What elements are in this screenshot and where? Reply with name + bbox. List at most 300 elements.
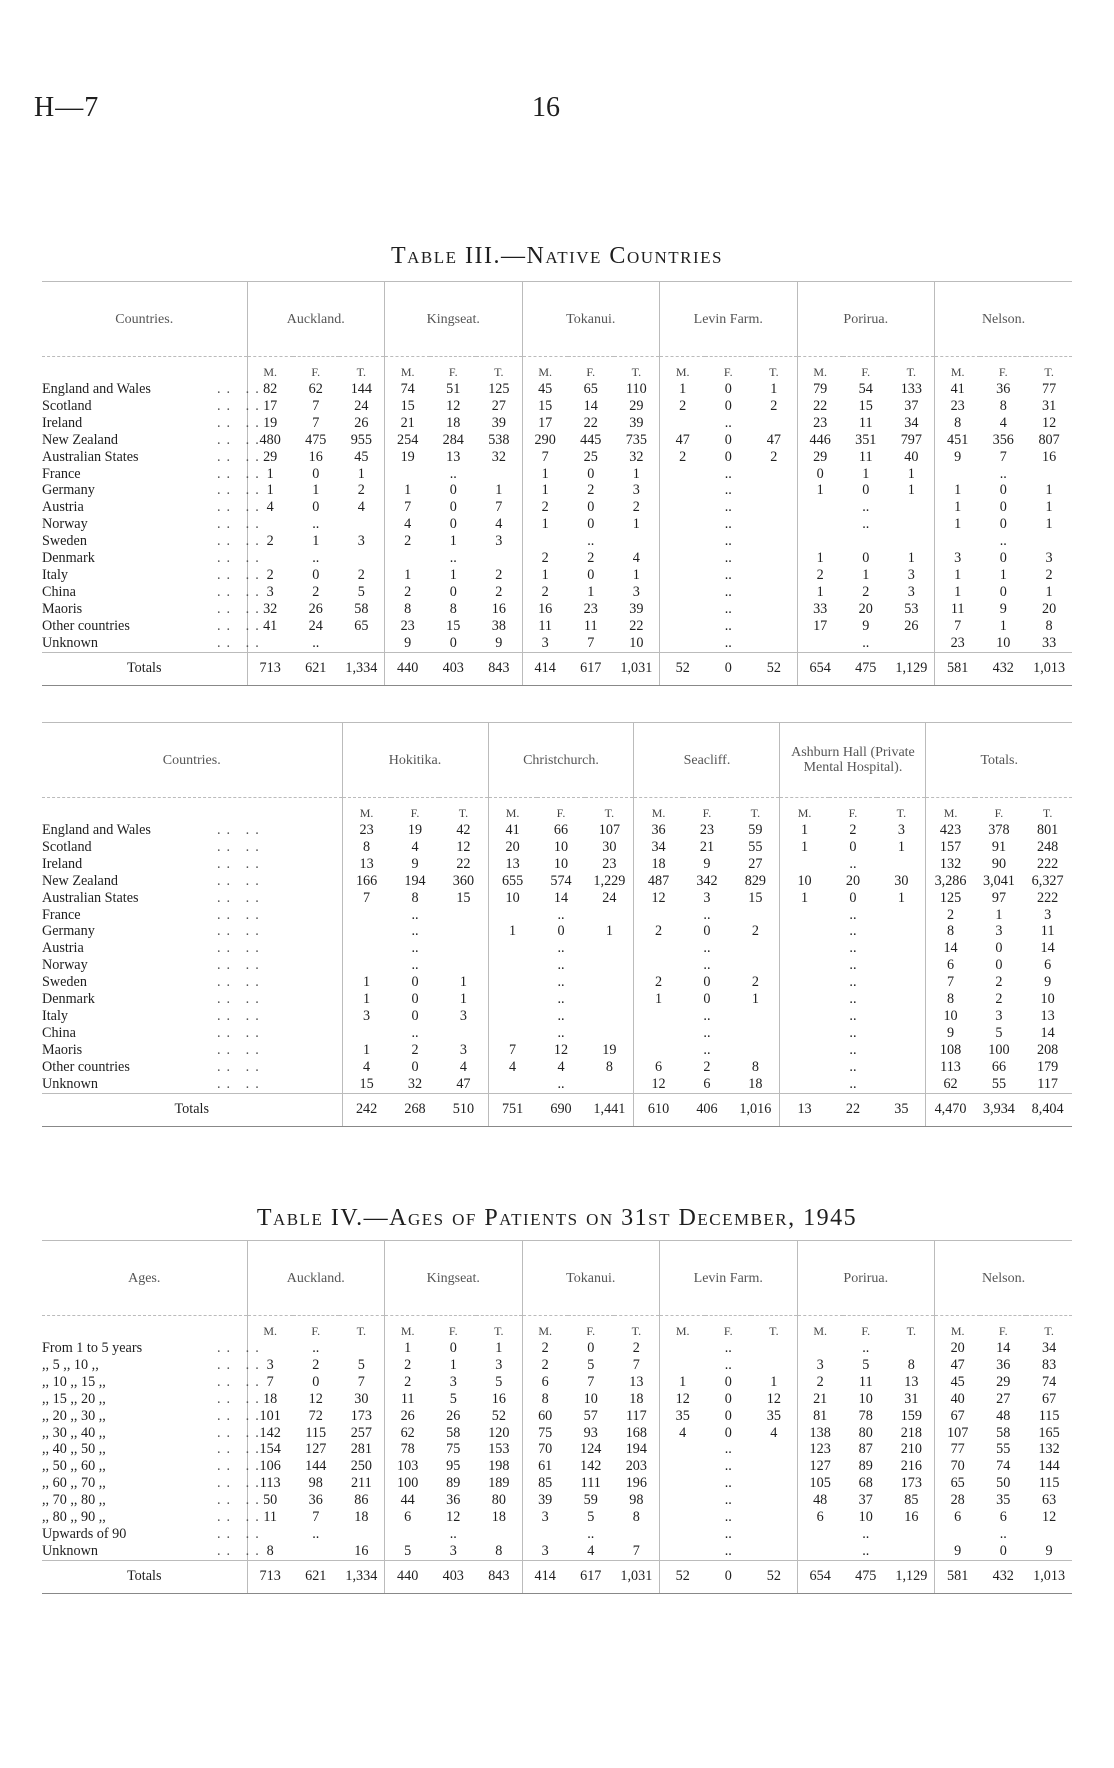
row-label (42, 1373, 265, 1391)
cell-value (342, 907, 391, 924)
cell-value: 25 (583, 448, 598, 465)
column-group-levin-farm: Levin Farm. (660, 282, 797, 357)
cell-value (488, 991, 537, 1008)
row-label (42, 465, 265, 483)
row-label-text: Germany (42, 482, 95, 499)
cell-value: 1 (522, 466, 568, 483)
cell-value: 58 (354, 600, 369, 617)
subheader-f: F. (448, 1324, 458, 1339)
cell-value: .. (849, 906, 857, 923)
cell-value: 5 (862, 1356, 870, 1373)
cell-value: 100 (385, 1475, 431, 1492)
cell-value: 18 (446, 414, 461, 431)
cell-value: 7 (632, 1356, 640, 1373)
cell-value: 39 (522, 1492, 568, 1509)
cell-value: 67 (1042, 1390, 1057, 1407)
subheader-m: M. (522, 1316, 568, 1341)
cell-value: 1 (907, 465, 915, 482)
cell-value: 132 (1038, 1441, 1060, 1458)
cell-value: 6 (385, 1509, 431, 1526)
page-header (0, 92, 1114, 132)
cell-value: 24 (602, 889, 617, 906)
cell-value (797, 1543, 843, 1560)
table-row (42, 907, 1072, 924)
cell-value: 41 (488, 822, 537, 839)
cell-value: 55 (748, 838, 763, 855)
cell-value: 39 (491, 414, 506, 431)
cell-value (731, 907, 780, 924)
cell-value: .. (849, 1024, 857, 1041)
cell-value: 7 (342, 890, 391, 907)
cell-value (660, 584, 706, 601)
cell-value: 36 (308, 1492, 323, 1509)
cell-value: 5 (385, 1543, 431, 1560)
cell-value: 1 (449, 566, 457, 583)
cell-value: 250 (350, 1458, 372, 1475)
cell-value: .. (724, 499, 732, 516)
column-group-seacliff: Seacliff. (634, 723, 780, 798)
cell-value: 9 (935, 1543, 981, 1560)
column-group-nelson: Nelson. (935, 282, 1073, 357)
cell-value: 621 (293, 652, 339, 685)
cell-value: 117 (625, 1407, 647, 1424)
cell-value: 36 (996, 381, 1011, 397)
cell-value (634, 1025, 683, 1042)
cell-value: 16 (308, 448, 323, 465)
subheader-f: F. (723, 1324, 733, 1339)
cell-value: .. (557, 991, 565, 1008)
column-group-porirua: Porirua. (797, 1241, 935, 1316)
cell-value: 617 (568, 1560, 614, 1593)
table-row (42, 550, 1072, 567)
cell-value: 45 (354, 448, 369, 465)
cell-value: 19 (247, 415, 293, 432)
cell-value (660, 1357, 706, 1374)
cell-value: 9 (495, 634, 503, 651)
cell-value: 1 (897, 889, 905, 906)
cell-value: 1 (999, 566, 1007, 583)
row-label-text: Italy (42, 566, 68, 583)
table-row (42, 618, 1072, 635)
cell-value: 2 (770, 397, 778, 414)
cell-value: 440 (385, 652, 431, 685)
cell-value: 10 (780, 873, 829, 890)
leader-dots: .. .. (217, 889, 265, 906)
cell-value (660, 567, 706, 584)
cell-value: .. (999, 533, 1007, 550)
subheader-row (42, 1316, 1072, 1341)
cell-value: 24 (354, 397, 369, 414)
cell-value: 52 (491, 1407, 506, 1424)
cell-value: 1 (935, 482, 981, 499)
cell-value: 105 (797, 1475, 843, 1492)
cell-value: .. (724, 1458, 732, 1475)
cell-value: 11 (858, 414, 873, 431)
cell-value: 8 (935, 415, 981, 432)
cell-value: 8 (926, 923, 975, 940)
cell-value: 3 (935, 550, 981, 567)
cell-value: 2 (587, 550, 595, 567)
cell-value: 2 (385, 1374, 431, 1391)
cell-value: 0 (724, 397, 732, 414)
cell-value: 7 (312, 414, 320, 431)
cell-value: 2 (357, 566, 365, 583)
row-label (42, 1458, 265, 1475)
cell-value: 242 (342, 1093, 391, 1126)
cell-value (385, 550, 431, 567)
row-label-text: Denmark (42, 550, 95, 567)
cell-value: 7 (312, 397, 320, 414)
cell-value: 125 (926, 890, 975, 907)
cell-value: 138 (797, 1425, 843, 1442)
cell-value: 144 (350, 381, 372, 397)
cell-value: 3 (897, 822, 905, 838)
cell-value (797, 533, 843, 550)
cell-value: 6 (999, 1509, 1007, 1526)
row-label-text: New Zealand (42, 872, 119, 889)
cell-value (585, 907, 634, 924)
cell-value: 203 (625, 1458, 647, 1475)
cell-value: 22 (456, 855, 471, 872)
row-label (42, 431, 265, 449)
cell-value: 7 (357, 1373, 365, 1390)
cell-value: 30 (894, 872, 909, 889)
cell-value: 0 (724, 1424, 732, 1441)
cell-value (439, 957, 488, 974)
cell-value: 617 (568, 652, 614, 685)
column-group-nelson: Nelson. (935, 1241, 1073, 1316)
subheader-m: M. (385, 357, 431, 382)
cell-value: 7 (312, 1509, 320, 1526)
cell-value: 70 (522, 1441, 568, 1458)
cell-value: 1 (449, 533, 457, 550)
row-label-text: France (42, 906, 81, 923)
cell-value (935, 533, 981, 550)
cell-value (780, 907, 829, 924)
cell-value (751, 1475, 797, 1492)
cell-value (780, 957, 829, 974)
cell-value: 6 (703, 1075, 711, 1092)
cell-value: 1 (780, 822, 829, 839)
row-label (42, 957, 342, 974)
cell-value: 17 (522, 415, 568, 432)
cell-value: 7 (935, 618, 981, 635)
cell-value: 0 (411, 991, 419, 1008)
cell-value: 581 (935, 652, 981, 685)
cell-value (877, 940, 926, 957)
cell-value: 10 (858, 1390, 873, 1407)
table-row (42, 635, 1072, 652)
row-label-text: Totals (127, 660, 162, 677)
cell-value: .. (724, 1542, 732, 1559)
cell-value (935, 1526, 981, 1543)
cell-value: .. (724, 1356, 732, 1373)
leader-dots: .. .. (217, 1525, 265, 1542)
cell-value: 85 (522, 1475, 568, 1492)
cell-value (877, 1042, 926, 1059)
cell-value: 113 (247, 1475, 293, 1492)
cell-value: 0 (312, 465, 320, 482)
cell-value: 1 (770, 381, 778, 397)
cell-value: 1 (660, 1374, 706, 1391)
cell-value: 117 (1037, 1075, 1059, 1092)
cell-value: 31 (1042, 397, 1057, 414)
cell-value: 257 (350, 1424, 372, 1441)
cell-value (339, 1526, 385, 1543)
cell-value: 58 (996, 1424, 1011, 1441)
column-group-porirua: Porirua. (797, 282, 935, 357)
cell-value (780, 1059, 829, 1076)
cell-value: 654 (797, 1560, 843, 1593)
cell-value (342, 957, 391, 974)
cell-value: 29 (247, 449, 293, 466)
cell-value: 0 (995, 940, 1003, 957)
cell-value: 0 (449, 583, 457, 600)
cell-value: 15 (858, 397, 873, 414)
cell-value: 1 (907, 482, 915, 499)
cell-value (889, 1340, 935, 1357)
row-header: Countries. (42, 723, 342, 798)
cell-value: 0 (703, 974, 711, 991)
cell-value: 31 (904, 1390, 919, 1407)
cell-value: 807 (1038, 431, 1060, 448)
leader-dots: .. .. (217, 1458, 265, 1475)
cell-value: 1,129 (889, 652, 935, 685)
cell-value: 445 (580, 431, 602, 448)
cell-value (731, 957, 780, 974)
cell-value: 9 (1045, 1542, 1053, 1559)
row-label (42, 550, 265, 567)
native-countries-table-part-2 (42, 722, 1072, 1127)
cell-value: 20 (845, 872, 861, 889)
cell-value: 173 (350, 1407, 372, 1424)
row-label (42, 600, 265, 618)
cell-value: 0 (999, 516, 1007, 533)
cell-value (780, 1042, 829, 1059)
cell-value: 7 (385, 499, 431, 516)
cell-value: 82 (247, 381, 293, 398)
cell-value: 10 (488, 890, 537, 907)
cell-value: 4 (999, 414, 1007, 431)
cell-value (634, 957, 683, 974)
cell-value: 7 (926, 974, 975, 991)
subheader-row (42, 798, 1072, 823)
cell-value (1026, 533, 1072, 550)
cell-value: 91 (991, 838, 1007, 855)
row-label-text: Australian States (42, 889, 139, 906)
cell-value: 9 (1044, 974, 1052, 991)
cell-value: 403 (430, 1560, 476, 1593)
cell-value: 284 (442, 431, 464, 448)
cell-value: 15 (446, 617, 461, 634)
row-label-text: New Zealand (42, 431, 119, 448)
cell-value: 10 (926, 1008, 975, 1025)
leader-dots: .. .. (217, 482, 265, 499)
cell-value: 14 (553, 889, 569, 906)
row-label-text: Totals (174, 1101, 209, 1118)
cell-value: 115 (305, 1424, 327, 1441)
cell-value: 1 (935, 567, 981, 584)
cell-value: 14 (1040, 1024, 1055, 1041)
leader-dots: .. .. (217, 381, 265, 397)
cell-value: 4 (342, 1059, 391, 1076)
cell-value: .. (724, 617, 732, 634)
cell-value (751, 415, 797, 432)
subheader-f: F. (998, 1324, 1008, 1339)
cell-value: 7 (587, 634, 595, 651)
cell-value (342, 940, 391, 957)
cell-value (877, 991, 926, 1008)
cell-value: 1,031 (614, 1560, 660, 1593)
cell-value: 751 (488, 1093, 537, 1126)
cell-value: .. (724, 550, 732, 567)
subheader-t: T. (769, 365, 779, 380)
cell-value: 1 (780, 839, 829, 856)
cell-value: 1 (897, 838, 905, 855)
table-row (42, 1526, 1072, 1543)
leader-dots: .. .. (217, 1024, 265, 1041)
cell-value: 196 (625, 1475, 647, 1492)
cell-value: 100 (988, 1041, 1010, 1058)
cell-value: .. (849, 923, 857, 940)
cell-value (660, 1458, 706, 1475)
row-label (42, 890, 342, 907)
cell-value: 8 (247, 1543, 293, 1560)
cell-value: 132 (926, 856, 975, 873)
leader-dots: .. .. (217, 566, 265, 583)
cell-value: 1 (660, 381, 706, 398)
cell-value: 1,441 (585, 1093, 634, 1126)
column-group-christchurch: Christchurch. (488, 723, 634, 798)
cell-value: 110 (625, 381, 647, 397)
row-label-text: Scotland (42, 838, 92, 855)
table-row (42, 432, 1072, 449)
cell-value: 80 (491, 1492, 506, 1509)
cell-value: 290 (522, 432, 568, 449)
cell-value: 10 (1040, 991, 1055, 1008)
cell-value (634, 907, 683, 924)
cell-value (889, 516, 935, 533)
cell-value: 35 (877, 1093, 926, 1126)
cell-value: 713 (247, 652, 293, 685)
cell-value: 487 (634, 873, 683, 890)
table-row (42, 1458, 1072, 1475)
cell-value: 23 (342, 822, 391, 839)
subheader-t: T. (356, 365, 367, 380)
row-label (42, 516, 265, 533)
cell-value: 3 (495, 533, 503, 550)
cell-value: 47 (766, 431, 781, 448)
cell-value: 32 (491, 448, 506, 465)
cell-value: 4 (411, 838, 419, 855)
cell-value: 198 (488, 1458, 510, 1475)
cell-value: .. (849, 1041, 857, 1058)
cell-value: 9 (926, 1025, 975, 1042)
row-label (42, 397, 265, 415)
cell-value: 15 (385, 398, 431, 415)
totals-row (42, 1560, 1072, 1593)
leader-dots: .. .. (217, 974, 265, 991)
cell-value: 713 (247, 1560, 293, 1593)
cell-value: 3 (247, 584, 293, 601)
cell-value: 843 (476, 652, 522, 685)
cell-value: 801 (1036, 822, 1059, 838)
cell-value: 20 (858, 600, 873, 617)
cell-value: 1 (522, 516, 568, 533)
cell-value: 3,934 (975, 1093, 1024, 1126)
cell-value: 2 (385, 533, 431, 550)
cell-value: 1 (342, 991, 391, 1008)
cell-value: 0 (411, 974, 419, 991)
cell-value: 194 (404, 872, 426, 889)
cell-value: .. (849, 974, 857, 991)
row-label-text: Scotland (42, 397, 92, 414)
cell-value (660, 618, 706, 635)
row-label-text: Norway (42, 957, 88, 974)
cell-value: 210 (900, 1441, 922, 1458)
table-row (42, 1025, 1072, 1042)
table-row (42, 839, 1072, 856)
cell-value: 179 (1036, 1058, 1059, 1075)
cell-value: 15 (748, 889, 763, 906)
cell-value: .. (724, 533, 732, 550)
table-row (42, 1340, 1072, 1357)
cell-value: 423 (926, 822, 975, 839)
cell-value (660, 482, 706, 499)
cell-value: 7 (999, 448, 1007, 465)
subheader-t: T. (604, 806, 615, 821)
row-label-text: Maoris (42, 1041, 83, 1058)
table-iv-title: Table IV.—Ages of Patients on 31st December, 1945 (256, 1205, 858, 1231)
cell-value: 655 (488, 873, 537, 890)
cell-value: 10 (583, 1390, 598, 1407)
cell-value: 216 (900, 1458, 922, 1475)
cell-value: 378 (988, 822, 1010, 838)
cell-value: 13 (904, 1373, 919, 1390)
cell-value: 13 (488, 856, 537, 873)
cell-value: 0 (724, 381, 732, 397)
cell-value: 4 (557, 1058, 565, 1075)
cell-value: 1 (751, 991, 759, 1008)
cell-value: 45 (935, 1374, 981, 1391)
cell-value: 23 (935, 635, 981, 652)
cell-value: 8 (385, 601, 431, 618)
table-row (42, 1391, 1072, 1408)
table-row (42, 923, 1072, 940)
row-label-text: Norway (42, 516, 88, 533)
cell-value: 1 (907, 550, 915, 567)
cell-value: 40 (904, 448, 919, 465)
cell-value: .. (999, 465, 1007, 482)
cell-value: 2 (587, 482, 595, 499)
cell-value: 1 (935, 516, 981, 533)
cell-value: 218 (900, 1424, 922, 1441)
cell-value: 98 (629, 1492, 644, 1509)
cell-value: 26 (354, 414, 369, 431)
cell-value: 36 (996, 1356, 1011, 1373)
table-row (42, 499, 1072, 516)
subheader-f: F. (410, 806, 420, 821)
ages-of-patients-table (42, 1240, 1072, 1594)
subheader-m: M. (797, 1316, 843, 1341)
cell-value (751, 499, 797, 516)
row-label-text: Other countries (42, 617, 130, 634)
cell-value: 24 (308, 617, 323, 634)
cell-value: 414 (522, 652, 568, 685)
cell-value: 432 (980, 652, 1026, 685)
cell-value: 48 (996, 1407, 1011, 1424)
cell-value: 3 (797, 1357, 843, 1374)
